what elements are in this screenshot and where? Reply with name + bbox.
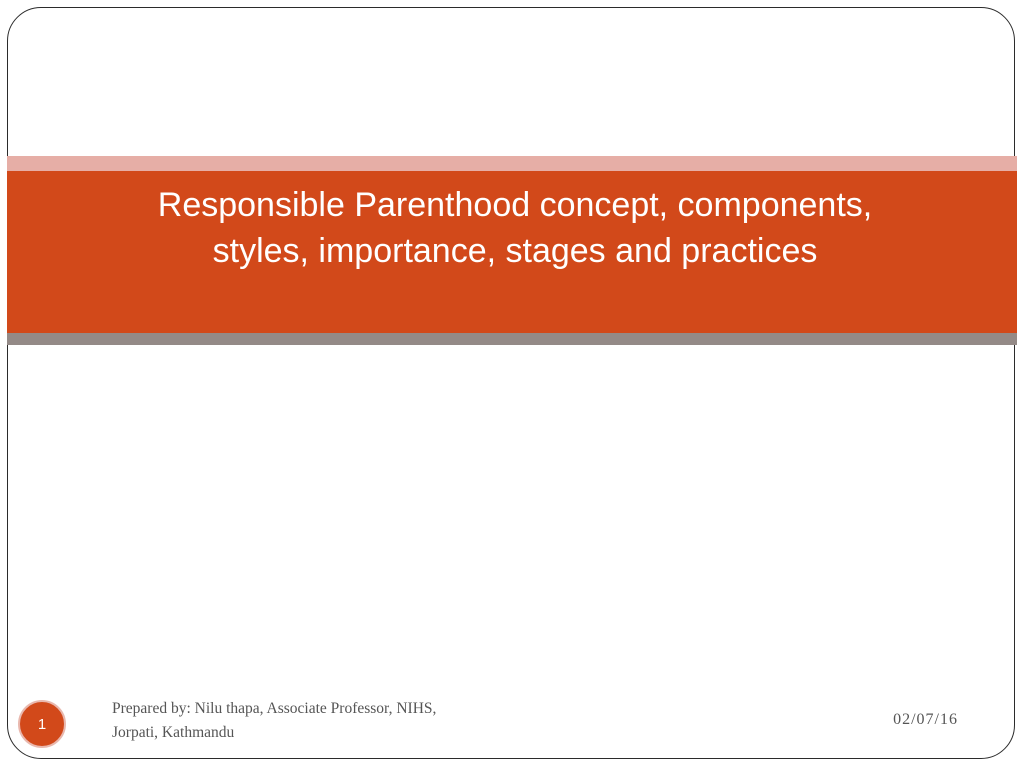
title-band-bottom-stripe (7, 333, 1017, 345)
title-band-top-stripe (7, 156, 1017, 171)
footer-author-line1: Prepared by: Nilu thapa, Associate Professor, NIHS, (112, 700, 437, 717)
slide-number-badge (18, 700, 66, 748)
footer-author-line2: Jorpati, Kathmandu (112, 724, 235, 741)
slide-border (7, 7, 1015, 759)
footer-date: 02/07/16 (893, 711, 958, 728)
slide-title: Responsible Parenthood concept, components, styles, importance, stages and practices (157, 186, 873, 270)
footer-author (112, 697, 532, 745)
slide-number: 1 (37, 715, 47, 733)
